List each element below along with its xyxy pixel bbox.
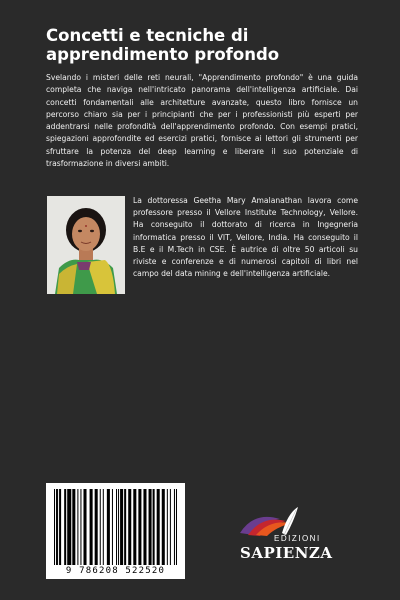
barcode-bar <box>103 489 104 565</box>
barcode-bar <box>176 489 177 565</box>
barcode-bar <box>118 489 119 565</box>
author-bio: La dottoressa Geetha Mary Amalanathan lavora come professore presso il Vellore Institute Technology, Vellore. Ha conseguito il dottorato di ricerca in Ingegneria informatica presso il VIT, Vellore, India. Ha conseguito il B.E e il M.Tech in CSE. È autrice di oltre 50 articoli su riviste e conferenze e di numerosi capitoli di libri nel campo del data mining e dell'intelligenza artificiale. <box>133 196 358 279</box>
barcode-bar <box>149 489 152 565</box>
book-title: Concetti e tecniche di apprendimento profondo <box>46 26 280 64</box>
barcode-bar <box>54 489 55 565</box>
barcode-bar <box>157 489 160 565</box>
barcode-bar <box>133 489 136 565</box>
barcode-bar <box>116 489 117 565</box>
barcode-bar <box>77 489 78 565</box>
barcode-bar <box>56 489 57 565</box>
barcode-bar <box>95 489 98 565</box>
barcode-bar <box>100 489 101 565</box>
barcode-bar <box>67 489 71 565</box>
barcode-bar <box>80 489 81 565</box>
barcode-bar <box>167 489 168 565</box>
barcode-bar <box>112 489 113 565</box>
isbn-number: 9 786208 522520 <box>65 566 166 576</box>
barcode-bar <box>124 489 126 565</box>
barcode-bars <box>46 483 185 567</box>
barcode-bar <box>143 489 146 565</box>
publisher-name: SAPIENZA <box>240 544 333 562</box>
book-blurb: Svelando i misteri delle reti neurali, "Apprendimento profondo" è una guida completa che naviga nell'intricato panorama dell'intelligenza artificiale. Dai concetti fondamentali alle architetture avanzate, questo libro fornisce un percorso chiaro sia per i principianti che per i professionisti più esperti per addentrarsi nelle profondità dell'apprendimento profondo. Con esempi pratici, spiegazioni approfondite ed esercizi pratici, fornisce ai lettori gli strumenti per sfruttare la potenza del deep learning e liberare il suo potenziale di trasformazione in diversi ambiti. <box>46 73 358 169</box>
barcode-bar <box>107 489 110 565</box>
barcode-bar <box>162 489 165 565</box>
barcode-bar <box>153 489 155 565</box>
barcode-bar <box>59 489 61 565</box>
barcode-bar <box>120 489 123 565</box>
author-portrait-image <box>47 196 125 294</box>
barcode-bar <box>138 489 141 565</box>
barcode-bar <box>64 489 66 565</box>
barcode-bar <box>170 489 171 565</box>
barcode-bar <box>72 489 75 565</box>
barcode-bar <box>128 489 131 565</box>
barcode-bar <box>57 489 58 565</box>
isbn-barcode <box>46 483 185 579</box>
publisher-label: EDIZIONI <box>274 534 321 543</box>
barcode-bar <box>90 489 93 565</box>
barcode-bar <box>83 489 86 565</box>
author-photo <box>47 196 125 294</box>
barcode-bar <box>174 489 175 565</box>
